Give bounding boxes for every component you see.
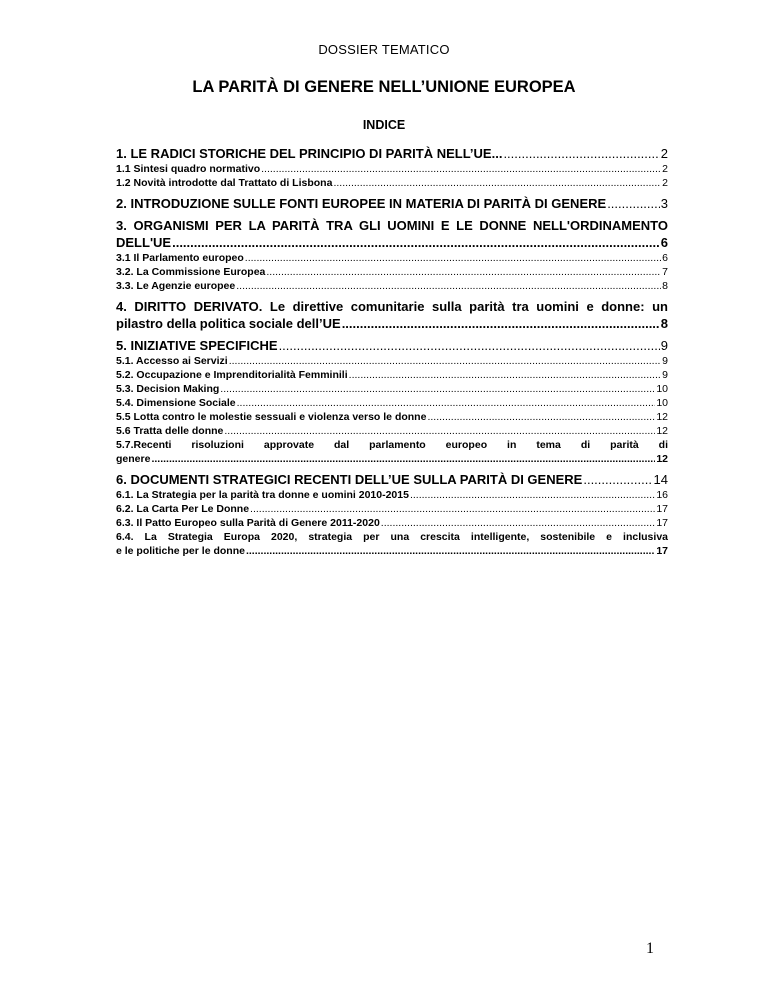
toc-leader-dots	[427, 410, 655, 424]
toc-page-number: 2	[662, 163, 668, 175]
toc-entry-label: 5.1. Accesso ai Servizi	[116, 355, 228, 367]
toc-leader-dots	[381, 516, 656, 530]
toc-entry-label: 6.4. La Strategia Europa 2020, strategia per una crescita intelligente, sostenibile e inclusiva	[116, 531, 668, 543]
toc-entry-label: 1.1 Sintesi quadro normativo	[116, 163, 261, 175]
toc-page-number: 9	[660, 338, 668, 353]
toc-entry-label: 5.4. Dimensione Sociale	[116, 397, 236, 409]
toc-entry[interactable]	[116, 424, 668, 438]
toc-leader-dots	[224, 424, 655, 438]
toc-entry-label: 2. INTRODUZIONE SULLE FONTI EUROPEE IN MATERIA DI PARITÀ DI GENERE	[116, 196, 607, 211]
toc-entry[interactable]	[116, 530, 668, 558]
toc-entry[interactable]	[116, 176, 668, 190]
toc-entry-label: 6.2. La Carta Per Le Donne	[116, 503, 250, 515]
toc-leader-dots	[151, 452, 655, 466]
toc-page-number: 9	[662, 369, 668, 381]
toc-entry-label: 5.5 Lotta contro le molestie sessuali e violenza verso le donne	[116, 411, 427, 423]
toc-leader-dots	[410, 488, 655, 502]
toc-leader-dots	[349, 368, 662, 382]
toc-entry-label-continued: pilastro della politica sociale dell’UE	[116, 316, 341, 331]
toc-entry[interactable]	[116, 516, 668, 530]
toc-page-number: 12	[656, 453, 668, 465]
toc-entry[interactable]	[116, 396, 668, 410]
toc-page-number: 17	[656, 545, 668, 557]
toc-page-number: 16	[656, 489, 668, 501]
toc-page-number: 7	[662, 266, 668, 278]
toc-entry[interactable]	[116, 354, 668, 368]
toc-entry[interactable]	[116, 368, 668, 382]
toc-leader-dots	[333, 176, 661, 190]
toc-leader-dots	[583, 471, 652, 488]
toc-page-number: 3	[660, 196, 668, 211]
toc-entry[interactable]	[116, 279, 668, 293]
toc-page-number: 8	[662, 280, 668, 292]
toc-entry-label: 5.7.Recenti risoluzioni approvate dal parlamento europeo in tema di parità di	[116, 439, 668, 451]
toc-entry-label-continued: genere	[116, 453, 151, 465]
toc-page-number: 8	[660, 316, 668, 331]
toc-entry[interactable]	[116, 382, 668, 396]
toc-page-number: 14	[653, 472, 668, 487]
toc-entry[interactable]	[116, 195, 668, 212]
toc-leader-dots	[266, 265, 661, 279]
toc-leader-dots	[279, 337, 660, 354]
toc-entry-label: 5.2. Occupazione e Imprenditorialità Femminili	[116, 369, 348, 381]
table-of-contents	[116, 140, 668, 558]
toc-entry-label: 3. ORGANISMI PER LA PARITÀ TRA GLI UOMINI E LE DONNE NELL'ORDINAMENTO	[116, 218, 668, 233]
toc-page-number: 10	[656, 397, 668, 409]
toc-entry[interactable]	[116, 162, 668, 176]
toc-entry-label: 5.3. Decision Making	[116, 383, 220, 395]
toc-page-number: 10	[656, 383, 668, 395]
toc-page-number: 2	[662, 177, 668, 189]
document-header: DOSSIER TEMATICO	[318, 42, 450, 57]
toc-entry[interactable]	[116, 217, 668, 251]
page-number: 1	[646, 940, 654, 957]
toc-page-number: 17	[656, 517, 668, 529]
toc-entry-label: 6.3. Il Patto Europeo sulla Parità di Genere 2011-2020	[116, 517, 380, 529]
toc-leader-dots	[503, 145, 659, 162]
toc-entry-label: 6. DOCUMENTI STRATEGICI RECENTI DELL’UE SULLA PARITÀ DI GENERE	[116, 472, 583, 487]
toc-leader-dots	[172, 234, 660, 251]
toc-entry[interactable]	[116, 145, 668, 162]
toc-page-number: 6	[660, 235, 668, 250]
toc-leader-dots	[236, 279, 661, 293]
toc-leader-dots	[607, 195, 660, 212]
toc-entry[interactable]	[116, 337, 668, 354]
index-heading: INDICE	[362, 118, 406, 132]
toc-entry[interactable]	[116, 438, 668, 466]
toc-entry[interactable]	[116, 298, 668, 332]
toc-page-number: 12	[656, 425, 668, 437]
toc-page-number: 12	[656, 411, 668, 423]
toc-entry-label: 3.3. Le Agenzie europee	[116, 280, 236, 292]
toc-entry[interactable]	[116, 488, 668, 502]
toc-leader-dots	[237, 396, 656, 410]
toc-leader-dots	[250, 502, 655, 516]
toc-entry-label: 5. INIZIATIVE SPECIFICHE	[116, 338, 278, 353]
toc-page-number: 9	[662, 355, 668, 367]
toc-page-number: 17	[656, 503, 668, 515]
toc-leader-dots	[246, 544, 655, 558]
toc-entry[interactable]	[116, 502, 668, 516]
toc-page-number: 2	[660, 146, 668, 161]
toc-entry[interactable]	[116, 410, 668, 424]
toc-entry-label: 3.2. La Commissione Europea	[116, 266, 266, 278]
toc-entry-label: 1. LE RADICI STORICHE DEL PRINCIPIO DI PARITÀ NELL’UE...	[116, 146, 503, 161]
toc-entry[interactable]	[116, 251, 668, 265]
toc-entry-label-continued: e le politiche per le donne	[116, 545, 245, 557]
toc-page-number: 6	[662, 252, 668, 264]
toc-leader-dots	[229, 354, 661, 368]
toc-entry[interactable]	[116, 265, 668, 279]
toc-leader-dots	[342, 315, 660, 332]
toc-leader-dots	[245, 251, 661, 265]
toc-entry[interactable]	[116, 471, 668, 488]
toc-entry-label: 3.1 Il Parlamento europeo	[116, 252, 244, 264]
toc-entry-label: 6.1. La Strategia per la parità tra donne e uomini 2010-2015	[116, 489, 409, 501]
toc-leader-dots	[261, 162, 661, 176]
toc-leader-dots	[220, 382, 655, 396]
toc-entry-label: 1.2 Novità introdotte dal Trattato di Lisbona	[116, 177, 333, 189]
document-title: LA PARITÀ DI GENERE NELL’UNIONE EUROPEA	[192, 78, 576, 96]
toc-entry-label-continued: DELL'UE	[116, 235, 172, 250]
toc-entry-label: 4. DIRITTO DERIVATO. Le direttive comunitarie sulla parità tra uomini e donne: un	[116, 299, 668, 314]
toc-entry-label: 5.6 Tratta delle donne	[116, 425, 224, 437]
